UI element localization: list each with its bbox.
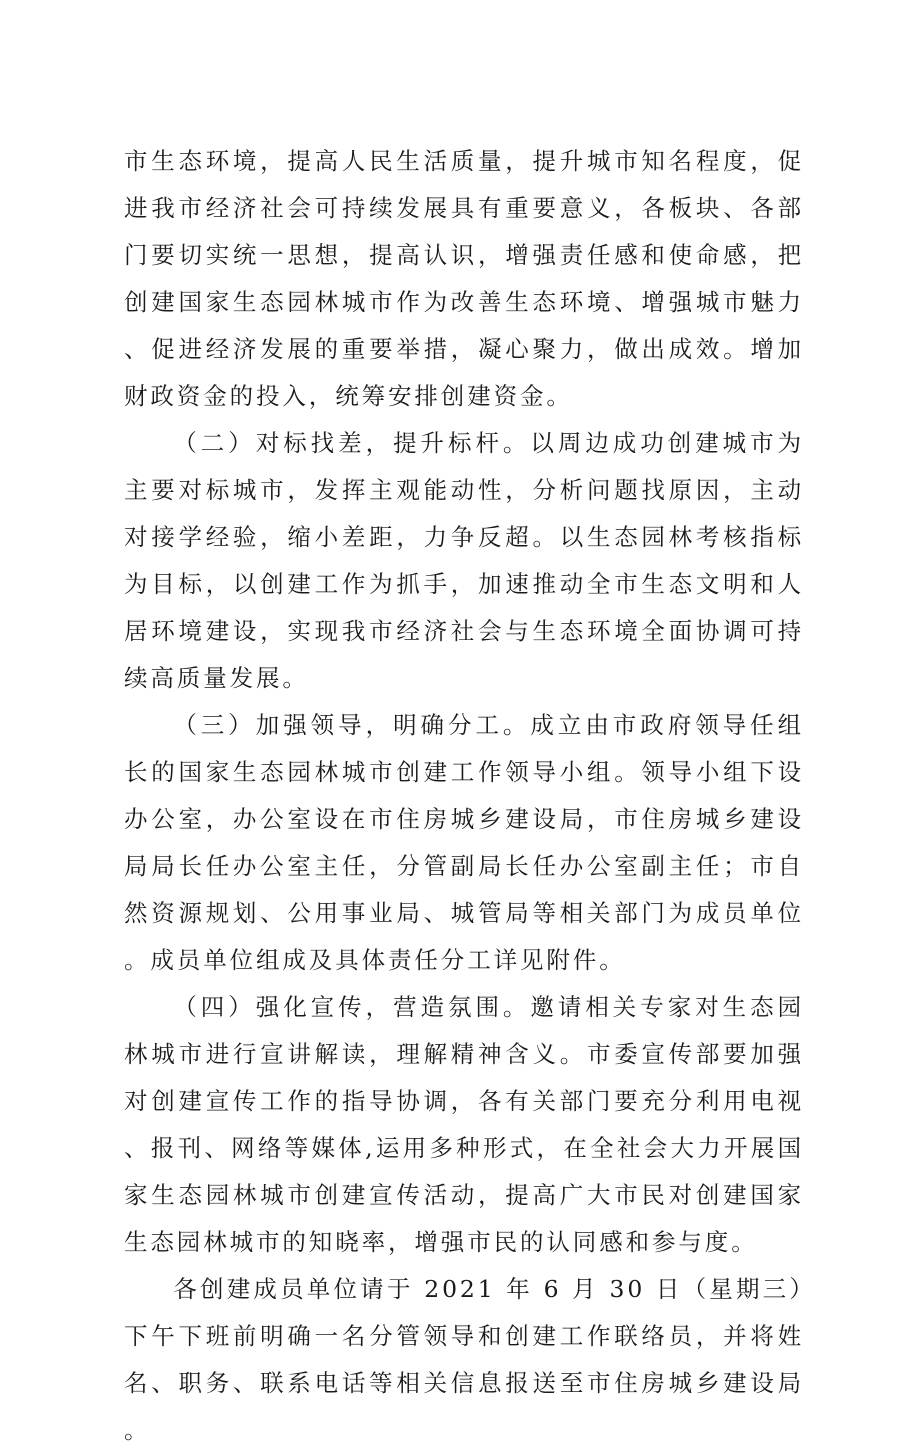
paragraph-notice: 各创建成员单位请于 2021 年 6 月 30 日（星期三）下午下班前明确一名分管领导和创建工作联络员，并将姓名、职务、联系电话等相关信息报送至市住房城乡建设局。 [124, 1275, 804, 1444]
document-body [124, 138, 804, 1454]
paragraph-section-3: （三）加强领导，明确分工。成立由市政府领导任组长的国家生态园林城市创建工作领导小组。领导小组下设办公室，办公室设在市住房城乡建设局，市住房城乡建设局局长任办公室主任，分管副局长任办公室副主任；市自然资源规划、公用事业局、城管局等相关部门为成员单位。成员单位组成及具体责任分工详见附件。 [124, 711, 804, 974]
paragraph-section-4: （四）强化宣传，营造氛围。邀请相关专家对生态园林城市进行宣讲解读，理解精神含义。市委宣传部要加强对创建宣传工作的指导协调，各有关部门要充分利用电视、报刊、网络等媒体,运用多种形式，在全社会大力开展国家生态园林城市创建宣传活动，提高广大市民对创建国家生态园林城市的知晓率，增强市民的认同感和参与度。 [124, 993, 804, 1256]
paragraph-section-2: （二）对标找差，提升标杆。以周边成功创建城市为主要对标城市，发挥主观能动性，分析问题找原因，主动对接学经验，缩小差距，力争反超。以生态园林考核指标为目标，以创建工作为抓手，加速推动全市生态文明和人居环境建设，实现我市经济社会与生态环境全面协调可持续高质量发展。 [124, 429, 804, 692]
paragraph-continuation: 市生态环境，提高人民生活质量，提升城市知名程度，促进我市经济社会可持续发展具有重要意义，各板块、各部门要切实统一思想，提高认识，增强责任感和使命感，把创建国家生态园林城市作为改善生态环境、增强城市魅力、促进经济发展的重要举措，凝心聚力，做出成效。增加财政资金的投入，统筹安排创建资金。 [124, 147, 804, 410]
